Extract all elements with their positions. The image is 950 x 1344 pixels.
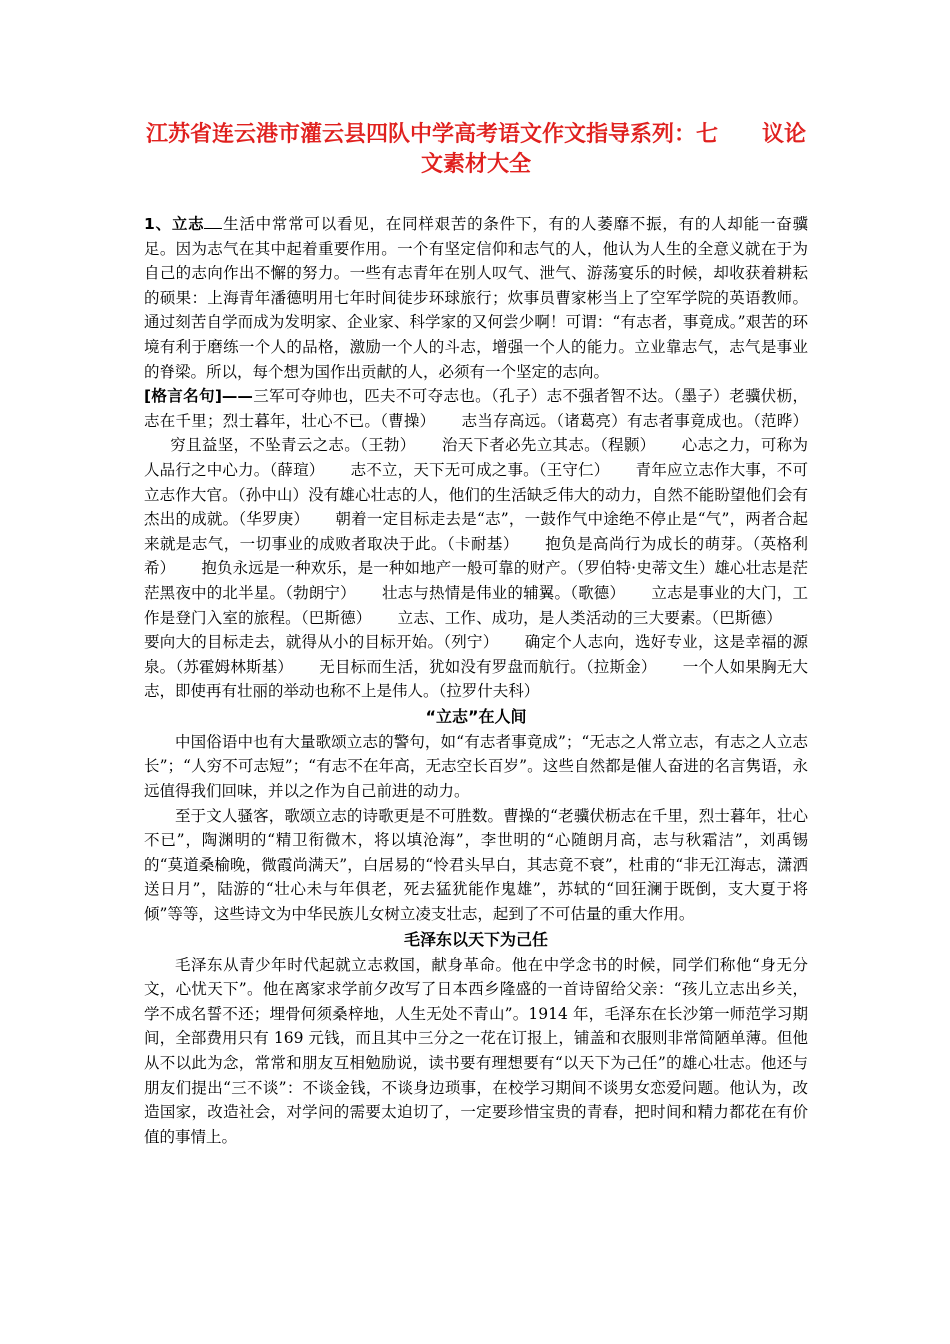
- section-1-paragraph: [144, 212, 808, 384]
- quote-item: 志不立，天下无可成之事。（王守仁）: [350, 460, 610, 479]
- quote-item: 没有雄心壮志的人，他们的生活缺乏伟大的动力，自然不能盼望他们会有杰出的成就。（华罗庚）: [144, 485, 808, 529]
- quote-item: 一个人如果胸无大志，即使再有壮丽的举动也称不上是伟人。（拉罗什夫科）: [144, 657, 808, 701]
- section-2-paragraph: 至于文人骚客，歌颂立志的诗歌更是不可胜数。曹操的“老骥伏枥志在千里，烈士暮年，壮心不已”，陶渊明的“精卫衔微木，将以填沧海”，李世明的“心随朗月高，志与秋霜洁”，刘禹锡的“莫道桑榆晚，微霞尚满天”，白居易的“怜君头早白，其志竟不衰”，杜甫的“非无江海志，潇洒送日月”，陆游的“壮心未与年俱老，死去猛犹能作鬼雄”，苏轼的“回狂澜于既倒，支大夏于将倾”等等，这些诗文为中华民族儿女树立凌支壮志，起到了不可估量的重大作用。: [144, 806, 808, 924]
- quote-item: 壮志与热情是伟业的辅翼。（歌德）: [381, 583, 626, 602]
- quote-item: 雄心壮志是茫茫黑夜中的北半星。（勃朗宁）: [144, 559, 808, 602]
- section-3-paragraph: 毛泽东从青少年时代起就立志救国，献身革命。他在中学念书的时候，同学们称他“身无分文，心忧天下”。他在离家求学前夕改写了日本西乡隆盛的一首诗留给父亲：“孩儿立志出乡关，学不成名誓不还；埋骨何须桑梓地，人生无处不青山”。1914 年，毛泽东在长沙第一师范学习期间，全部费用只有 169 元钱，而且其中三分之一花在订报上，铺盖和衣服则非常简陋单薄。但他从不以此为念，常常和朋友互相勉励说，读书要有理想要有“以天下为己任”的雄心壮志。他还与朋友们提出“三不谈”：不谈金钱，不谈身边琐事，在校学习期间不谈男女恋爱问题。他认为，改造国家，改造社会，对学问的需要太迫切了，一定要珍惜宝贵的青春，把时间和精力都花在有价值的事情上。: [144, 955, 808, 1146]
- quote-item: 三军可夺帅也，匹夫不可夺志也。（孔子）: [252, 387, 547, 406]
- quote-item: 老骥伏枥，志在千里；烈士暮年，壮心不已。（曹操）: [144, 387, 808, 430]
- quote-item: 青年应立志作大事，不可立志作大官。（孙中山）: [144, 460, 808, 504]
- quote-item: 穷且益坚，不坠青云之志。（王勃）: [170, 436, 416, 455]
- quote-item: 立志、工作、成功，是人类活动的三大要素。（巴斯德）: [397, 608, 782, 627]
- section-1-heading: 1、立志: [144, 215, 205, 233]
- quote-item: 确定个人志向，选好专业，这是幸福的源泉。（苏霍姆林斯基）: [144, 633, 808, 676]
- quote-item: 志当存高远。（诸葛亮）: [461, 411, 628, 430]
- section-2-paragraph: 中国俗语中也有大量歌颂立志的警句，如“有志者事竟成”；“无志之人常立志，有志之人立志长”；“人穷不可志短”；“有志不在年高，无志空长百岁”。这些自然都是催人奋进的名言隽语，永远值得我们回味，并以之作为自己前进的动力。: [144, 732, 808, 801]
- quote-item: 有志者事竟成也。（范晔）: [627, 411, 808, 430]
- quote-item: 心志之力，可称为人品行之中心力。（薛瑄）: [144, 436, 808, 479]
- quote-item: 抱负是高尚行为成长的萌芽。（英格利希）: [144, 534, 808, 578]
- quote-item: 朝着一定目标走去是“志”，一鼓作气中途绝不停止是“气”，两者合起来就是志气，一切事业的成败者取决于此。（卡耐基）: [144, 510, 808, 553]
- quotes-paragraph: [144, 384, 808, 704]
- quote-item: 立志是事业的大门，工作是登门入室的旅程。（巴斯德）: [144, 583, 808, 627]
- quote-item: 志不强者智不达。（墨子）: [546, 387, 730, 406]
- section-1-text: 生活中常常可以看见，在同样艰苦的条件下，有的人萎靡不振，有的人却能一奋骥足。因为志气在其中起着重要作用。一个有坚定信仰和志气的人，他认为人生的全意义就在于为自己的志向作出不懈的努力。一些有志青年在别人叹气、泄气、游荡宴乐的时候，却收获着耕耘的硕果：上海青年潘德明用七年时间徒步环球旅行；炊事员曹家彬当上了空军学院的英语教师。通过刻苦自学而成为发明家、企业家、科学家的又何尝少啊！可谓：“有志者，事竟成。”艰苦的环境有利于磨练一个人的品格，激励一个人的斗志，增强一个人的能力。立业靠志气，志气是事业的脊梁。所以，每个想为国作出贡献的人，必须有一个坚定的志向。: [144, 215, 808, 381]
- section-3-title: 毛泽东以天下为己任: [403, 929, 548, 949]
- quote-item: 无目标而生活，犹如没有罗盘而航行。（拉斯金）: [319, 657, 657, 676]
- quote-item: 治天下者必先立其志。（程颢）: [441, 436, 656, 455]
- heading-underline: [204, 216, 222, 229]
- quotes-label: [格言名句]——: [144, 387, 253, 406]
- quote-item: 抱负永远是一种欢乐，是一种如地产一般可靠的财产。（罗伯特·史蒂文生）: [201, 559, 715, 578]
- section-2-title: “立志”在人间: [425, 706, 527, 726]
- document-title: 江苏省连云港市灌云县四队中学高考语文作文指导系列：七 议论文素材大全: [145, 122, 806, 177]
- document-page: [144, 120, 808, 1149]
- quote-item: 要向大的目标走去，就得从小的目标开始。（列宁）: [144, 633, 499, 652]
